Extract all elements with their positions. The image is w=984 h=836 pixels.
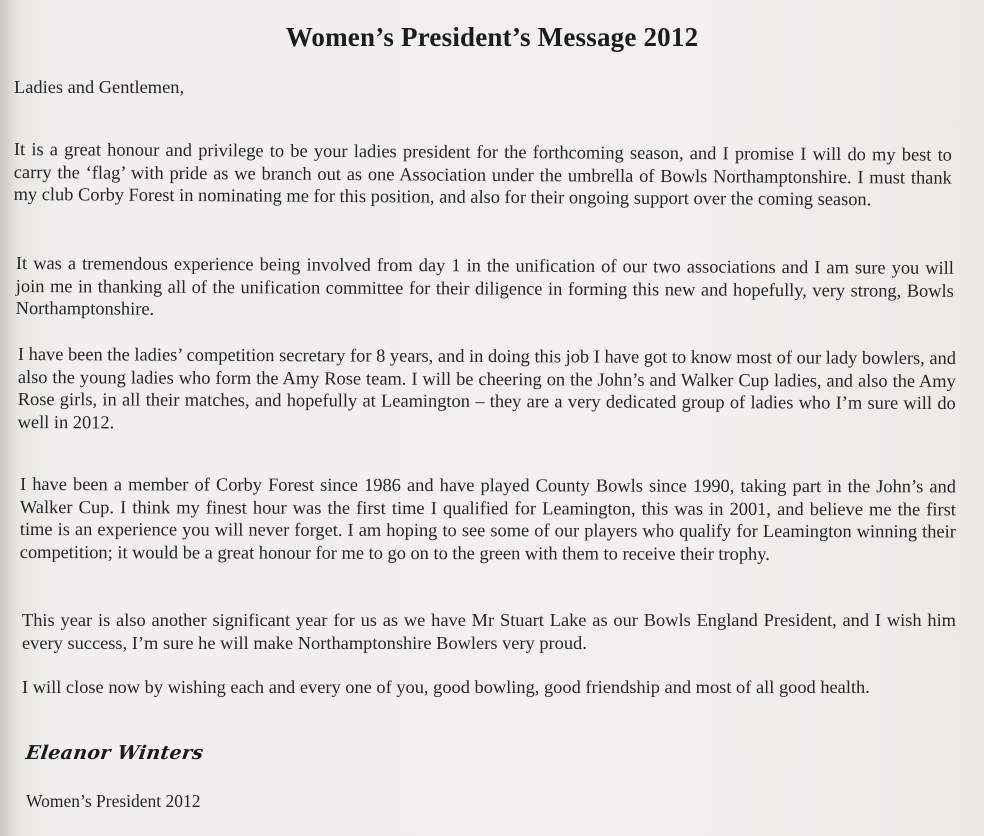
paragraph-1: It is a great honour and privilege to be your ladies president for the forthcoming season, and I promise I will do my best to carry the ‘flag’ with pride as we branch out as one Association under the umbrella of Bowls Northamptonshire. I must thank my club Corby Forest in nominating me for this position, and also for their ongoing support over the coming season. [13, 138, 952, 210]
paragraph-2: It was a tremendous experience being involved from day 1 in the unification of our two associations and I am sure you will join me in thanking all of the unification committee for their diligence in forming this new and hopefully, very strong, Bowls Northamptonshire. [15, 252, 954, 319]
paragraph-3: I have been the ladies’ competition secretary for 8 years, and in doing this job I have got to know most of our lady bowlers, and also the young ladies who form the Amy Rose team. I will be cheering on the John’s and Walker Cup ladies, and also the Amy Rose girls, in all their matches, and hopefully at Leamington – they are a very dedicated group of ladies who I’m sure will do well in 2012. [17, 344, 956, 433]
paragraph-4: I have been a member of Corby Forest since 1986 and have played County Bowls since 1990, taking part in the John’s and Walker Cup. I think my finest hour was the first time I qualified for Leamington, this was in 2001, and believe me the first time is an experience you will never forget. I am hoping to see some of our players who qualify for Leamington winning their competition; it would be a great honour for me to go on to the green with them to receive their trophy. [19, 474, 956, 564]
signature: Eleanor Winters [24, 742, 205, 764]
signatory-role: Women’s President 2012 [26, 791, 201, 811]
salutation: Ladies and Gentlemen, [14, 77, 185, 97]
paragraph-5: This year is also another significant year for us as we have Mr Stuart Lake as our Bowls England President, and I wish him every success, I’m sure he will make Northamptonshire Bowlers very proud. [22, 610, 956, 653]
page-title: Women’s President’s Message 2012 [285, 22, 699, 52]
paragraph-6: I will close now by wishing each and every one of you, good bowling, good friendship and most of all good health. [22, 677, 870, 697]
